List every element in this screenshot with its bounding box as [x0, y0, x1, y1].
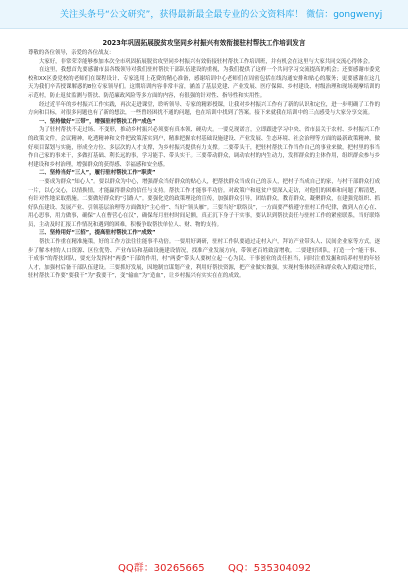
banner-text: 关注头条号“公文研究”，获得最新最全最专业的公文资料库！ 微信：gongwenyj	[60, 10, 383, 20]
document-page	[28, 38, 380, 546]
section-heading: 三、坚持用好“三招”，提高驻村帮扶工作“成效”	[39, 230, 156, 237]
document-title: 2023年巩固拓展脱贫攻坚同乡村振兴有效衔接驻村帮扶工作培训发言	[102, 39, 306, 47]
body-paragraph: 在这里，我想首先要感谢市县各级领导对我们驻村帮扶干部队伍建设的重视，为我们提供了这样一个共同学习交流提高的机会；还要感谢市委党校和XX区委党校的老师们在课程设计、专家选用上花费的精心准备，感谢培训中心老师们在周密包括在线沟通安排和贴心的服务；更要感谢在这几天为我们辛苦授课解惑的8位专家领导们。这期培训内容非常丰富，涵盖了基层党建、产业发展、医疗保障、乡村建设、村级治理和现场观摩培训的示范村，防止返贫监测与帮扶、防范廉政风险等多方面的内容，有很强的针对性、指导性和实用性。	[28, 67, 380, 99]
salutation: 尊敬的各位领导，亲爱的各位战友：	[28, 50, 115, 56]
footer-bar	[0, 554, 408, 580]
section-heading: 二、坚持当好“三人”，履行驻村帮扶工作“职责”	[39, 170, 156, 177]
qq-number: QQ：535304092	[228, 563, 312, 574]
body-paragraph: 一要成为群众“知心人”。要以群众为中心，增强群众当好群众的贴心人，把帮扶群众当成自己的亲人，把村子当成自己的家，与村干部群众打成一片，以心交心，以情换情，才能赢得群众的信任与支持。帮扶工作才能事半功倍。对政策户和返贫户要深入走访，对他们的困难和问题了解清楚，有针对性地采取措施。二要做好群众的“引路人”。要强化党的政策理论的宣传，加强群众引导，团结群众，教育群众，凝聚群众，在建强党组织、抓好队伍建设、发展产业、引领基层治理等方面做好“主心骨”、当好“领头雁”。三要当好“联络员”，一方面要严格遵守驻村工作纪律，做到人在心在、用心思事，用力做事，确保“人在曹营心在汉”，确保每月驻村时间足额，真正沉下身子干实事，要认识到帮扶责任与驻村工作的紧密联系，当好联络员，主动及时汇报工作情况和遇到的困难，积极争取帮扶单位人、财、物的支持。	[28, 178, 380, 228]
qq-group-number: QQ群：30265665	[118, 563, 205, 574]
document-body	[28, 49, 380, 281]
body-paragraph: 大家好，非常荣幸能够参加本次全市巩固拓展脱贫攻坚同乡村振兴有效衔接驻村帮扶工作培训班，并有机会在这里与大家共同交流心得体会。	[39, 58, 374, 65]
section-heading: 一、坚持做好“三带”，增强驻村帮扶工作“成色”	[39, 118, 156, 125]
body-paragraph: 经过近半年的乡村振兴工作实践，再次走进课堂，聆听领导、专家的精彩授课，让我对乡村振兴工作有了新的认识和定位，进一步明确了工作的方向和目标，对很多问题也有了新的想法，一些曾经困扰不通的问题，也在培训中找到了答案。接下来就我在培训中的三点感受与大家分享交流。	[28, 101, 380, 117]
body-paragraph: 帮扶工作重在精准施策，好的工作方法往往能事半功倍。一要用好调研，驻村工作队要通过走村入户，拜访产业带头人、民间企业家等方式，逐步了解本村的人口资源、区位优势、产业布局和基础设施建设情况，找准产业发展方向，带领老百姓致富增收。二要建好团队，打造一个“能干事、干成事”的帮扶团队，要充分发挥村“两委”干部的作用，村“两委”带头人要树立起一心为民、干事创业的责任担当，同时注重发掘和培养村里的年轻人才，加强村后备干部队伍建设。三要抓好发展，因地制宜谋划产业，利用好帮扶资源，把产业做实做强，实现村集体经济和群众收入的稳定增长，驻村帮扶工作要“要我干”为“我要干”，变“输血”为“造血”，让乡村振兴有实实在在的成效。	[28, 239, 380, 280]
body-paragraph: 为了驻村帮扶不走过场、不变形，推动乡村振兴必须要有真本领、硬功夫。一要兑现诺言，立即跟进学习中央、省市县关于农村、乡村振兴工作的政策文件，会议精神，吃透精神和文件把政策落实到户，精准把握农村基础设施建设、产业发展、生态环境、社会治理等方面的最新政策精神，做好项目谋划与实施，形成全方位、多层次的人才支撑，为乡村振兴提供有力支撑。二要带头干，把驻村帮扶工作当作自己的事业来做，把村里的事当作自己家的事来干，多做打基础、利长远的事，学习能手、带头实干。三要带动群众，调动农村的内生动力，发挥群众的主体作用，组织群众参与乡村建设和乡村治理，增强群众的获得感、幸福感和安全感。	[28, 127, 380, 168]
top-banner	[0, 0, 408, 29]
